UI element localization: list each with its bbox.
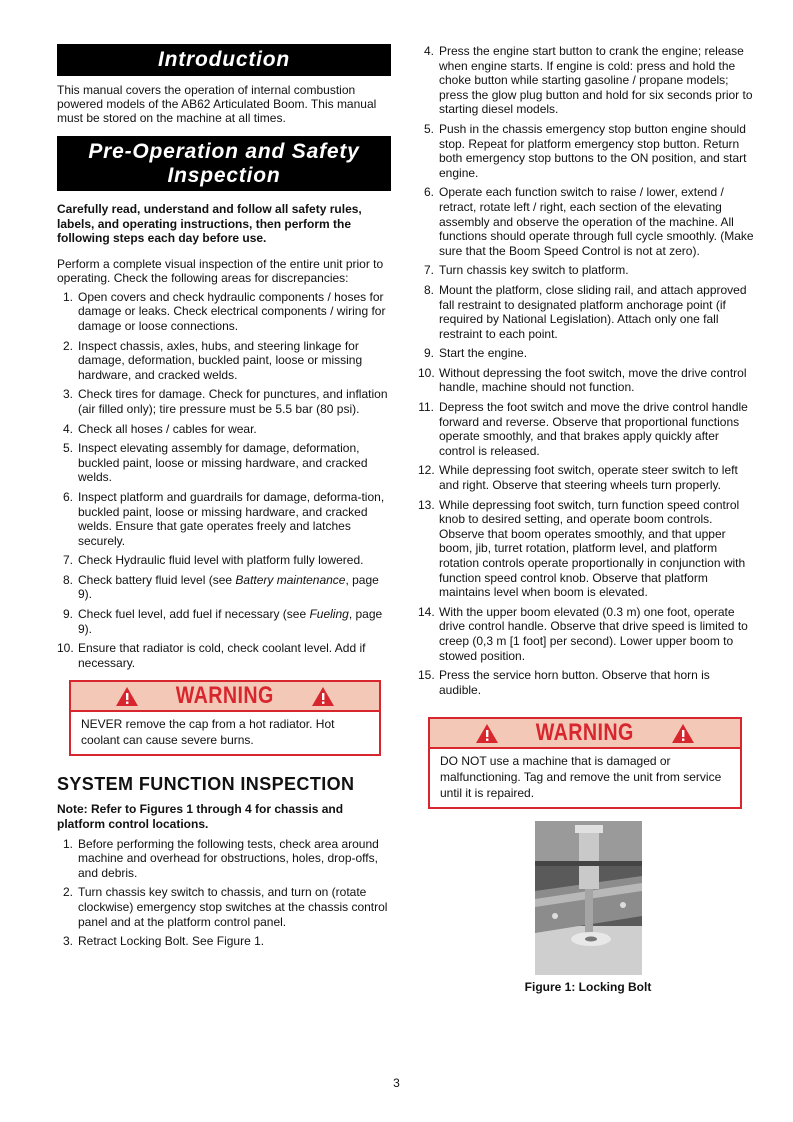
system-step: 10. Without depressing the foot switch, move the drive control handle, machine should not function. [418, 365, 747, 395]
pre-operation-heading [57, 136, 391, 191]
pre-operation-checklist [57, 290, 391, 671]
system-step: 13. While depressing foot switch, turn function speed control knob to desired setting, and operate boom controls. Observe that boom operates smoothly, and that upper boom, jib, turret rotation, platform level, and platform rotation controls operate proportionally in conjunction with function speed control knob. Observe that platform maintains level when boom is elevated. [418, 497, 746, 600]
system-step: 2. Turn chassis key switch to chassis, and turn on (rotate clockwise) emergency stop switches at the chassis control panel and at the platform control panel. [62, 885, 388, 929]
fueling-link[interactable]: Fueling [309, 607, 349, 622]
checklist-item: 2. Inspect chassis, axles, hubs, and steering linkage for damage, deformation, buckled paint, loose or missing hardware, and cracked welds. [62, 338, 363, 382]
system-step: 7. Turn chassis key switch to platform. [423, 263, 629, 278]
system-step: 3. Retract Locking Bolt. See Figure 1. [62, 934, 265, 949]
system-step: 14. With the upper boom elevated (0.3 m) one foot, operate drive control handle. Observe that drive speed is limited to creep (0,3 m [1 foot] per second). Lower upper boom to stowed position. [418, 604, 748, 663]
system-step: 6. Operate each function switch to raise / lower, extend / retract, rotate left / right, each section of the elevating assembly and observe the operation of the machine. All functions should operate through full cycle smoothly. (Make sure that the Boom Speed Control is not at zero). [423, 185, 754, 258]
locking-bolt-image [535, 821, 642, 975]
pre-operation-heading-line1: Pre-Operation and Safety [88, 140, 360, 163]
locking-bolt-photo [535, 821, 642, 975]
checklist-item: 7. Check Hydraulic fluid level with platform fully lowered. [62, 553, 364, 568]
warning-title: WARNING [176, 682, 274, 710]
right-column [418, 44, 754, 995]
system-step: 15. Press the service horn button. Observe that horn is audible. [418, 668, 710, 697]
checklist-item: 8. Check battery fluid level (see Battery maintenance, page 9). [62, 572, 379, 602]
system-step: 11. Depress the foot switch and move the drive control handle forward and reverse. Observe that proportional functions operate smoothly, and that brakes apply quickly after control is released. [418, 400, 748, 458]
introduction-text: This manual covers the operation of internal combustion powered models of the AB62 Articulated Boom. This manual must be stored on the machine at all times. [57, 83, 377, 125]
warning-header [430, 719, 740, 749]
system-step: 8. Mount the platform, close sliding rail, and attach approved fall restraint to designated platform anchorage point (if required by National Legislation). Attach only one fall restraint to each point. [423, 282, 747, 341]
warning-title: WARNING [536, 719, 634, 747]
warning-triangle-icon [311, 686, 335, 707]
warning-header [71, 682, 379, 712]
system-function-steps-right [418, 44, 754, 697]
visual-inspection-intro: Perform a complete visual inspection of the entire unit prior to operating. Check the following areas for discrepancies: [57, 256, 384, 285]
system-function-heading: SYSTEM FUNCTION INSPECTION [57, 774, 355, 795]
page-number: 3 [393, 1076, 400, 1090]
system-step: 5. Push in the chassis emergency stop button engine should stop. Repeat for platform emergency stop button. Return both emergency stop buttons to the ON position, and start engine. [423, 121, 747, 180]
battery-maintenance-link[interactable]: Battery maintenance [235, 572, 346, 587]
checklist-item: 3. Check tires for damage. Check for punctures, and inflation (air filled only); tire pressure must be 5.5 bar (80 psi). [62, 387, 388, 416]
introduction-heading: Introduction [57, 44, 391, 76]
pre-operation-heading-line2: Inspection [167, 164, 281, 187]
checklist-item: 9. Check fuel level, add fuel if necessary (see Fueling, page 9). [62, 607, 383, 636]
figure-caption: Figure 1: Locking Bolt [524, 980, 652, 995]
checklist-item: 10. Ensure that radiator is cold, check coolant level. Add if necessary. [57, 641, 366, 670]
system-step: 4. Press the engine start button to crank the engine; release when engine starts. If engine is cold: press and hold the choke button while starting gasoline / propane models; press the glow plug button and hold for six seconds prior to starting diesel models. [423, 44, 753, 117]
warning-triangle-icon [115, 686, 139, 707]
checklist-item: 4. Check all hoses / cables for wear. [62, 421, 257, 436]
figures-note: Note: Refer to Figures 1 through 4 for chassis and platform control locations. [57, 802, 344, 832]
warning-triangle-icon [671, 723, 695, 744]
system-step: 9. Start the engine. [423, 346, 528, 361]
checklist-item: 6. Inspect platform and guardrails for damage, deforma-tion, buckled paint, loose or missing hardware, and cracked welds. Ensure that gate operates freely and latches securely. [62, 489, 385, 548]
system-function-steps-left [57, 837, 391, 949]
warning-text: NEVER remove the cap from a hot radiator. Hot coolant can cause severe burns. [81, 717, 335, 748]
system-step: 1. Before performing the following tests, check area around machine and overhead for obstructions, holes, drop-offs, and debris. [62, 836, 379, 880]
checklist-item: 5. Inspect elevating assembly for damage, deformation, buckled paint, loose or missing hardware, and cracked welds. [62, 441, 368, 485]
left-column [57, 44, 391, 949]
radiator-warning-box [69, 680, 381, 756]
warning-triangle-icon [475, 723, 499, 744]
system-step: 12. While depressing foot switch, operate steer switch to left and right. Observe that steering wheels turn properly. [418, 463, 738, 493]
checklist-item: 1. Open covers and check hydraulic components / hoses for damage or leaks. Check electrical components / wiring for damage or loose connections. [62, 289, 386, 333]
damaged-machine-warning-box [428, 717, 742, 809]
warning-text: DO NOT use a machine that is damaged or malfunctioning. Tag and remove the unit from service until it is repaired. [440, 754, 722, 801]
safety-instructions-bold: Carefully read, understand and follow all safety rules, labels, and operating instructions, then perform the following steps each day before use. [57, 202, 362, 246]
